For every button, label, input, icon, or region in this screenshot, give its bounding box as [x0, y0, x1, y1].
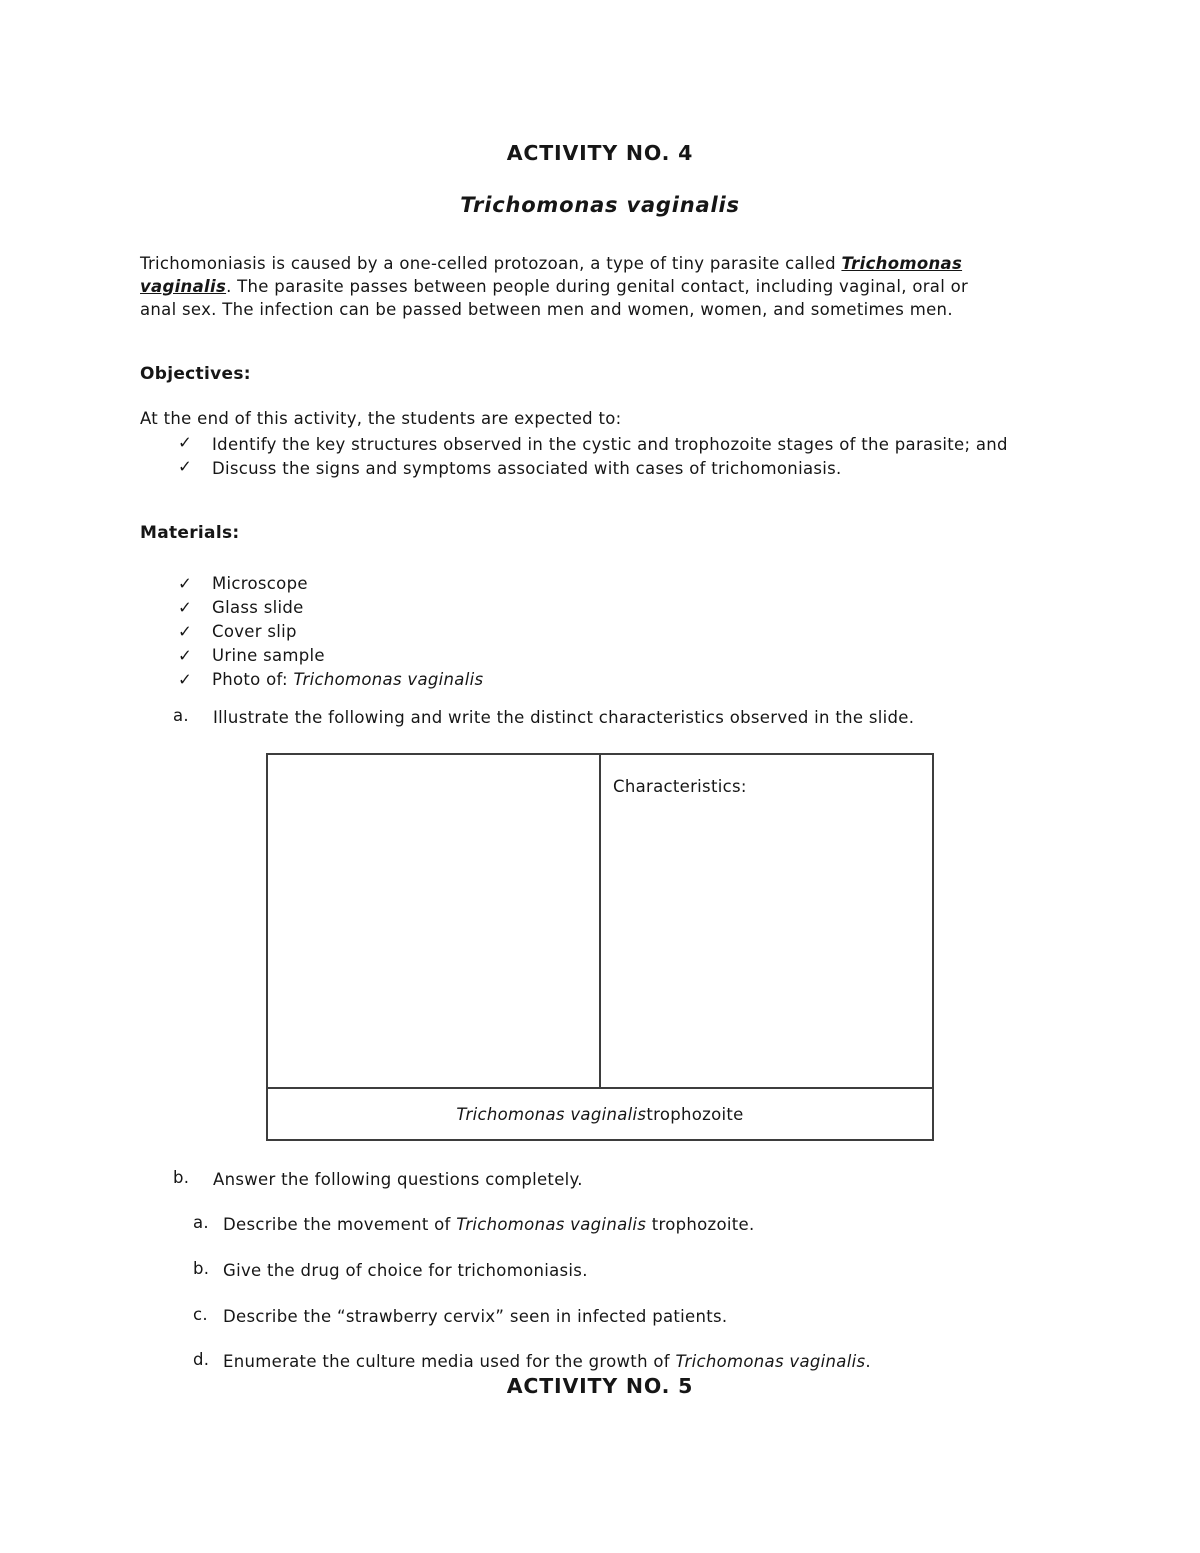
list-item — [178, 433, 1012, 457]
list-item — [178, 572, 483, 596]
material-text: Photo of: Trichomonas vaginalis — [212, 670, 484, 689]
question-text: Describe the movement of Trichomonas vaginalis trophozoite. — [223, 1215, 755, 1234]
task-b-label: b. — [173, 1168, 190, 1187]
task-b-text: Answer the following questions completely. — [213, 1170, 583, 1189]
objectives-lead: At the end of this activity, the students are expected to: — [140, 409, 622, 428]
check-icon: ✓ — [178, 646, 193, 665]
materials-list — [178, 572, 483, 692]
question-text: Give the drug of choice for trichomoniasis. — [223, 1261, 588, 1280]
task-a — [173, 706, 1073, 730]
intro-paragraph: Trichomoniasis is caused by a one-celled protozoan, a type of tiny parasite called Trichomonas vaginalis. The parasite passes between people during genital contact, including vaginal, oral or anal sex. The infection can be passed between men and women, women, and sometimes men. — [140, 254, 969, 319]
list-item — [178, 668, 483, 692]
question-text: Enumerate the culture media used for the growth of Trichomonas vaginalis. — [223, 1352, 871, 1371]
check-icon: ✓ — [178, 456, 193, 476]
objectives-list — [178, 433, 1012, 480]
task-a-label: a. — [173, 706, 189, 725]
illustration-table — [266, 753, 934, 1141]
illustration-cell — [268, 755, 601, 1087]
check-icon: ✓ — [178, 622, 193, 641]
question-label: c. — [193, 1305, 208, 1324]
task-b — [173, 1168, 1073, 1192]
material-text: Cover slip — [212, 622, 297, 641]
characteristics-cell — [601, 755, 932, 1087]
objective-text: Discuss the signs and symptoms associated with cases of trichomoniasis. — [212, 458, 842, 478]
table-caption: Trichomonas vaginalis trophozoite — [268, 1087, 932, 1139]
check-icon: ✓ — [178, 598, 193, 617]
question-item — [193, 1305, 1093, 1329]
table-main-row — [268, 755, 932, 1087]
list-item — [178, 596, 483, 620]
material-text: Microscope — [212, 574, 308, 593]
objectives-heading: Objectives: — [140, 364, 251, 384]
materials-heading: Materials: — [140, 523, 240, 543]
characteristics-label: Characteristics: — [613, 777, 747, 796]
list-item — [178, 620, 483, 644]
check-icon: ✓ — [178, 574, 193, 593]
task-a-text: Illustrate the following and write the distinct characteristics observed in the slide. — [213, 708, 915, 727]
material-text: Glass slide — [212, 598, 304, 617]
question-text: Describe the “strawberry cervix” seen in infected patients. — [223, 1307, 728, 1326]
activity-subtitle: Trichomonas vaginalis — [460, 193, 740, 217]
question-label: a. — [193, 1213, 209, 1232]
activity-title: ACTIVITY NO. 4 — [506, 141, 694, 165]
list-item — [178, 457, 1012, 481]
question-item — [193, 1259, 1093, 1283]
list-item — [178, 644, 483, 668]
question-label: d. — [193, 1350, 210, 1369]
check-icon: ✓ — [178, 670, 193, 689]
material-text: Urine sample — [212, 646, 325, 665]
question-label: b. — [193, 1259, 210, 1278]
question-item — [193, 1213, 1093, 1237]
check-icon: ✓ — [178, 433, 193, 452]
question-item — [193, 1350, 1093, 1374]
next-activity-title: ACTIVITY NO. 5 — [506, 1374, 694, 1398]
objective-text: Identify the key structures observed in the cystic and trophozoite stages of the parasite; and — [212, 435, 1008, 454]
